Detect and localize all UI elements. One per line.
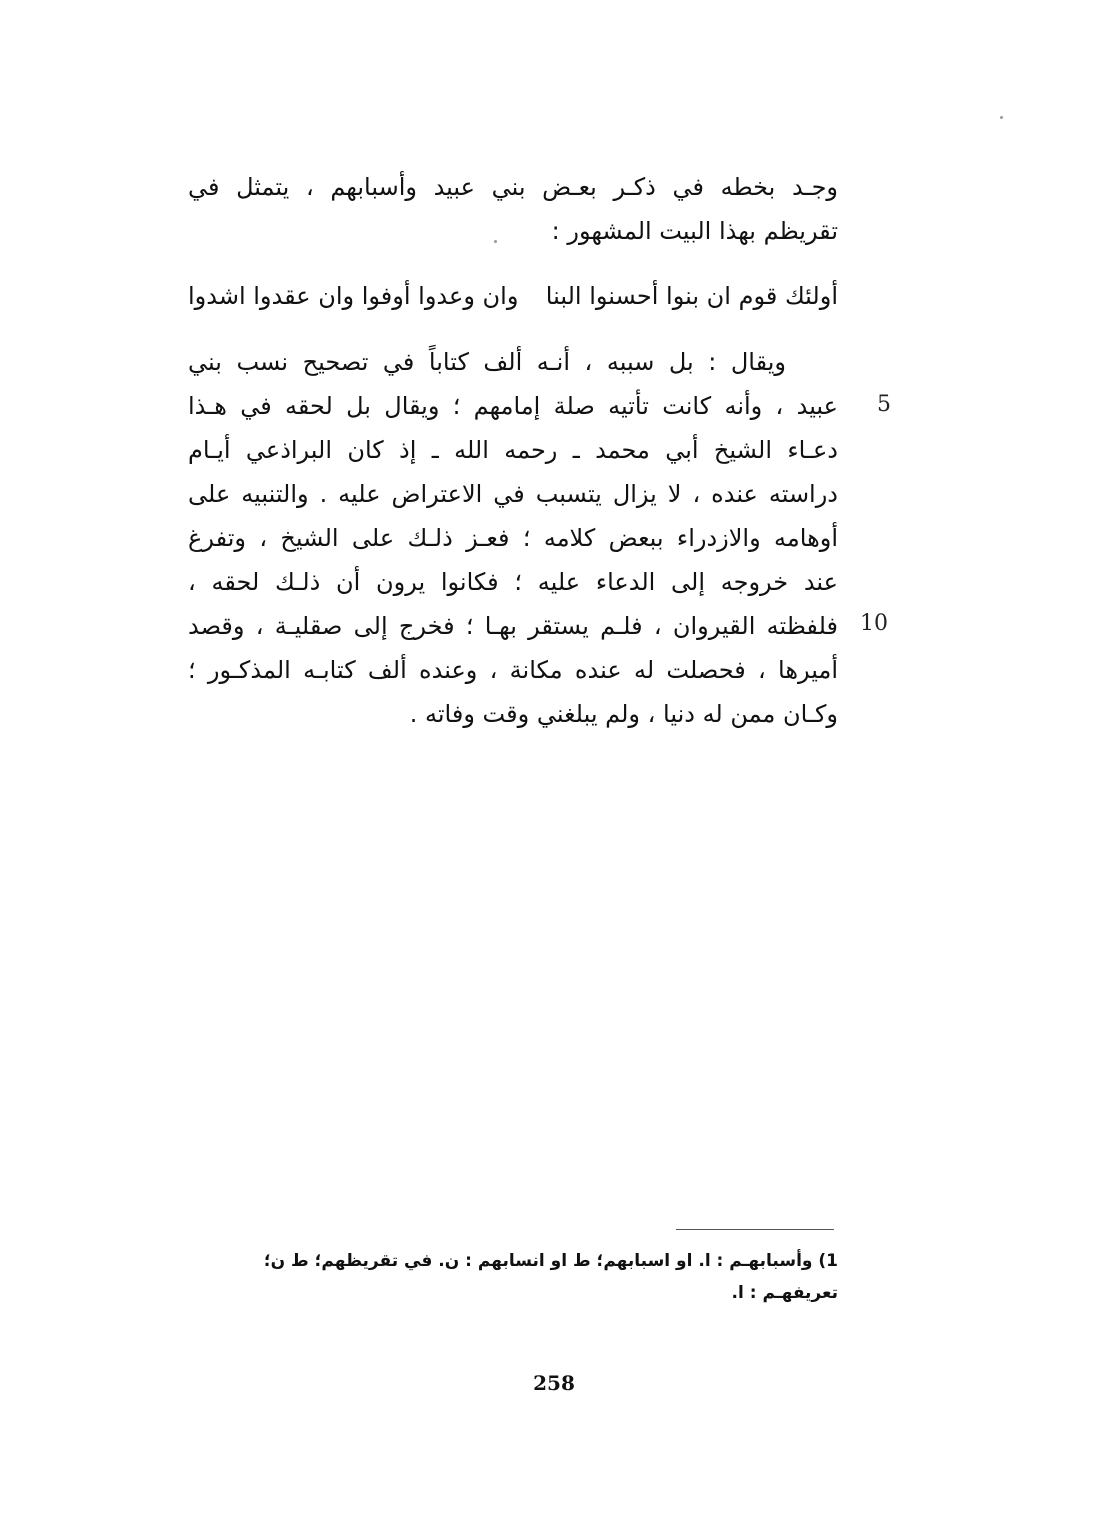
scan-speck [1000, 116, 1003, 119]
text-line-9: فلفظته القيروان ، فلـم يستقر بهـا ؛ فخرج إلى صقليـة ، وقصد [188, 612, 838, 640]
text-line-4: عبيد ، وأنه كانت تأتيه صلة إمامهم ؛ ويقال بل لحقه في هـذا [188, 392, 838, 420]
text-line-10: أميرها ، فحصلت له عنده مكانة ، وعنده ألف كتابـه المذكـور ؛ [188, 656, 838, 684]
text-line-8: عند خروجه إلى الدعاء عليه ؛ فكانوا يرون أن ذلـك لحقه ، [188, 568, 838, 596]
text-line-11: وكـان ممن له دنيا ، ولم يبلغني وقت وفاته . [409, 700, 838, 728]
verse-line [188, 274, 838, 318]
footnote-line-2: تعريفهـم : ا. [731, 1283, 838, 1303]
text-line-6: دراسته عنده ، لا يزال يتسبب في الاعتراض عليه . والتنبيه على [188, 480, 838, 508]
footnote-line-1: 1) وأسبابهـم : ا. او اسبابهم؛ ط او انسابهم : ن. في تقريظهم؛ ط ن؛ [263, 1251, 838, 1271]
footnote [188, 1245, 838, 1309]
verse-first-hemistich: أولئك قوم ان بنوا أحسنوا البنا [545, 282, 838, 310]
text-line-1: وجـد بخطه في ذكـر بعـض بني عبيد وأسبابهم ، يتمثل في [188, 173, 838, 201]
text-line-7: أوهامه والازدراء ببعض كلامه ؛ فعـز ذلـك على الشيخ ، وتفرغ [188, 524, 838, 552]
line-number-10: 10 [860, 611, 888, 636]
verse-second-hemistich: وان وعدوا أوفوا وان عقدوا اشدوا [188, 282, 519, 310]
page-number: 258 [533, 1371, 575, 1395]
text-line-5: دعـاء الشيخ أبي محمد ـ رحمه الله ـ إذ كان البراذعي أيـام [188, 436, 838, 464]
text-line-2: تقريظم بهذا البيت المشهور : [551, 217, 838, 245]
line-number-5: 5 [877, 392, 891, 417]
scan-speck [494, 240, 497, 243]
footnote-rule [676, 1229, 834, 1230]
text-line-3: ويقال : بل سببه ، أنـه ألف كتاباً في تصحيح نسب بني [188, 348, 786, 376]
